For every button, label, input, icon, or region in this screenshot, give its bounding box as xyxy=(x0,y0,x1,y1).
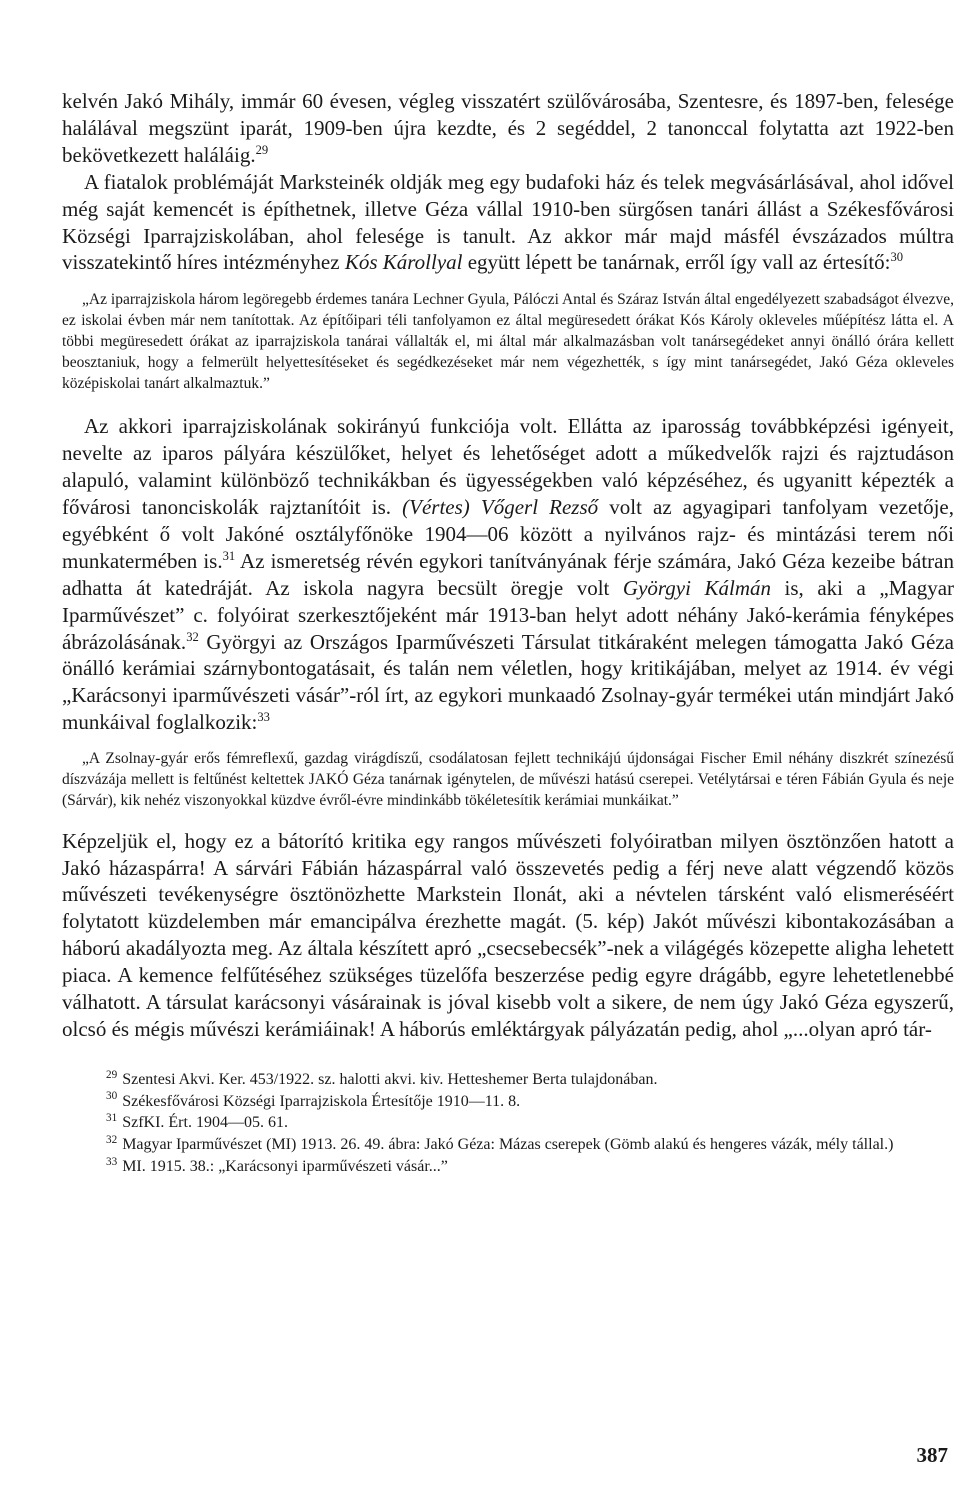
footnote-text: Székesfővárosi Községi Iparrajziskola Értesítője 1910—11. 8. xyxy=(122,1092,521,1110)
footnote-ref-31[interactable]: 31 xyxy=(222,548,236,563)
footnote-text: SzfKI. Ért. 1904—05. 61. xyxy=(122,1114,288,1132)
footnote-number: 33 xyxy=(106,1155,118,1168)
paragraph-2 xyxy=(62,413,954,736)
footnote-number: 30 xyxy=(106,1090,118,1103)
paragraph-1 xyxy=(62,88,954,276)
quote-text: „A Zsolnay-gyár erős fémreflexű, gazdag virágdíszű, csodálatosan fejlett technikájú újdonságai Fischer Emil néhány diszkrét színezésű díszvázája mellett is feltűnést keltettek JAKÓ Géza tanárnak igénytelen, de művészi hatású cserepei. Vetélytársai e téren Fábián Gyula és neje (Sárvár), kik nehéz viszonyokkal küzdve évről-évre mindinkább tökéletesítik kerámiai munkáikat.” xyxy=(62,750,954,809)
paragraph-3 xyxy=(62,828,954,1043)
footnote-33 xyxy=(62,1156,954,1178)
footnote-30 xyxy=(62,1091,954,1113)
quotation-2 xyxy=(62,749,954,811)
footnote-ref-29[interactable]: 29 xyxy=(255,142,269,157)
quotation-1 xyxy=(62,290,954,394)
footnote-number: 32 xyxy=(106,1133,118,1146)
text-run: Györgyi az Országos Iparművészeti Társulat titkáraként melegen támogatta Jakó Géza önálló kerámiai szárnybontogatásait, és talán nem véletlen, hogy kritikájában, melyet az 1914. év végi „Karácsonyi iparművészeti vásár”-ról írt, az egykori munkaadó Zsolnay-gyár termékei után mindjárt Jakó munkáival foglalkozik: xyxy=(62,629,954,735)
text-run: kelvén Jakó Mihály, immár 60 évesen, végleg visszatért szülővárosába, Szentesre, és 1897-ben, felesége halálával megszünt iparát, 1909-ben újra kezdte, és 2 segéddel, 2 tanonccal folytatta azt 1922-ben bekövetkezett haláláig. xyxy=(62,89,954,167)
footnote-text: Magyar Iparművészet (MI) 1913. 26. 49. ábra: Jakó Géza: Mázas cserepek (Gömb alakú és hengeres vázák, mély tállal.) xyxy=(122,1136,894,1154)
footnote-number: 29 xyxy=(106,1068,118,1081)
text-run: Képzeljük el, hogy ez a bátorító kritika egy rangos művészeti folyóiratban milyen ösztönzően hatott a Jakó házaspárra! A sárvári Fábián házaspárral való összevetés pedig a férj neve alatt végzendő közös művészeti tevékenységre ösztönözhette Markstein Ilonát, aki a névtelen társként való elismeréséért folytatott küzdelemben már emancipálva érezhette magát. (5. kép) Jakót művészi kibontakozásában a háború akadályozta meg. Az általa készített apró „csecsebecsék”-nek a világégés közepette aligha lehetett piaca. A kemence felfűtéséhez szükséges tüzelőfa beszerzése pedig egyre drágább, egyre lehetetlenebbé válhatott. A társulat karácsonyi vásárainak is jóval kisebb volt a sikere, de nem úgy Jakó Géza egyszerű, olcsó és mégis művészi kerámiáinak! A háborús emléktárgyak pályázatán pedig, ahol „...olyan apró tár- xyxy=(62,828,954,1041)
footnote-text: MI. 1915. 38.: „Karácsonyi iparművészeti vásár...” xyxy=(122,1158,448,1176)
quote-text: „Az iparrajziskola három legöregebb érdemes tanára Lechner Gyula, Pálóczi Antal és Száraz István által engedélyezett szabadságot élvezve, ez iskolai évben már nem tanítottak. Az építőipari téli tanfolyamon ez által megüresedett órákat Kós Károly okleveles műépítész látta el. A többi megüresedett órákat az iparrajziskola tanárai vállalták el, mi által már alkalmazásban volt tanársegédeket annyi önálló órára kellett beosztaniuk, hogy a felmerült helyettesítéseket és segédkezéseket már nem végezhették, s így mint tanársegédet, Jakó Géza okleveles középiskolai tanárt alkalmaztuk.” xyxy=(62,291,954,392)
footnote-ref-32[interactable]: 32 xyxy=(186,629,199,644)
text-run: A fiatalok problémáját Marksteinék oldják meg egy budafoki ház és telek megvásárlásával, ahol idővel még saját kemencét is építhetnek, illetve Géza vállal 1910-ben sürgősen tanári állást a Székesfővárosi Községi Iparrajziskolában, ahol felesége is tanult. Az akkor már majd másfél évszázados múltra visszatekintő híres intézményhez xyxy=(62,169,954,275)
footnote-ref-33[interactable]: 33 xyxy=(257,710,270,725)
footnote-31 xyxy=(62,1112,954,1134)
footnote-ref-30[interactable]: 30 xyxy=(890,250,904,265)
text-run: együtt lépett be tanárnak, erről így vall az értesítő: xyxy=(462,250,891,275)
footnotes xyxy=(62,1069,954,1178)
footnote-32 xyxy=(62,1134,954,1156)
footnote-text: Szentesi Akvi. Ker. 453/1922. sz. halotti akvi. kiv. Hetteshemer Berta tulajdonában. xyxy=(122,1070,658,1088)
page-body xyxy=(62,88,954,1178)
text-run: Az ismeretség révén egykori tanítványának férje számára, Jakó Géza kezeibe bátran adhatta át katedráját. Az iskola nagyra becsült öregje volt xyxy=(62,548,954,600)
footnote-29 xyxy=(62,1069,954,1091)
person-name: Györgyi Kálmán xyxy=(622,575,771,600)
footnote-number: 31 xyxy=(106,1112,118,1125)
person-name: (Vértes) Vőgerl Rezső xyxy=(402,495,599,520)
text-run: is, aki a „Magyar Iparművészet” c. folyóirat szerkesztőjeként már 1913-ban helyt adott néhány Jakó-kerámia fényképes ábrázolásának. xyxy=(62,575,955,654)
page-number: 387 xyxy=(916,1443,948,1467)
text-run: Az akkori iparrajziskolának sokirányú funkciója volt. Ellátta az iparosság továbbképzési igényeit, nevelte az iparos pályára készülőket, helyet és lehetőséget adott a műkedvelők rajzi és rajztudáson alapuló, valamint különböző technikákban és ügyességekben való képzéséhez, és ugyanitt képezték a fővárosi tanonciskolák rajztanítóit is. xyxy=(62,414,954,520)
text-run: volt az agyagipari tanfolyam vezetője, egyébként ő volt Jakóné osztályfőnöke 1904—06 között a nyilvános rajz- és mintázási terem női munkatermében is. xyxy=(62,495,954,573)
person-name: Kós Károllyal xyxy=(344,250,463,275)
